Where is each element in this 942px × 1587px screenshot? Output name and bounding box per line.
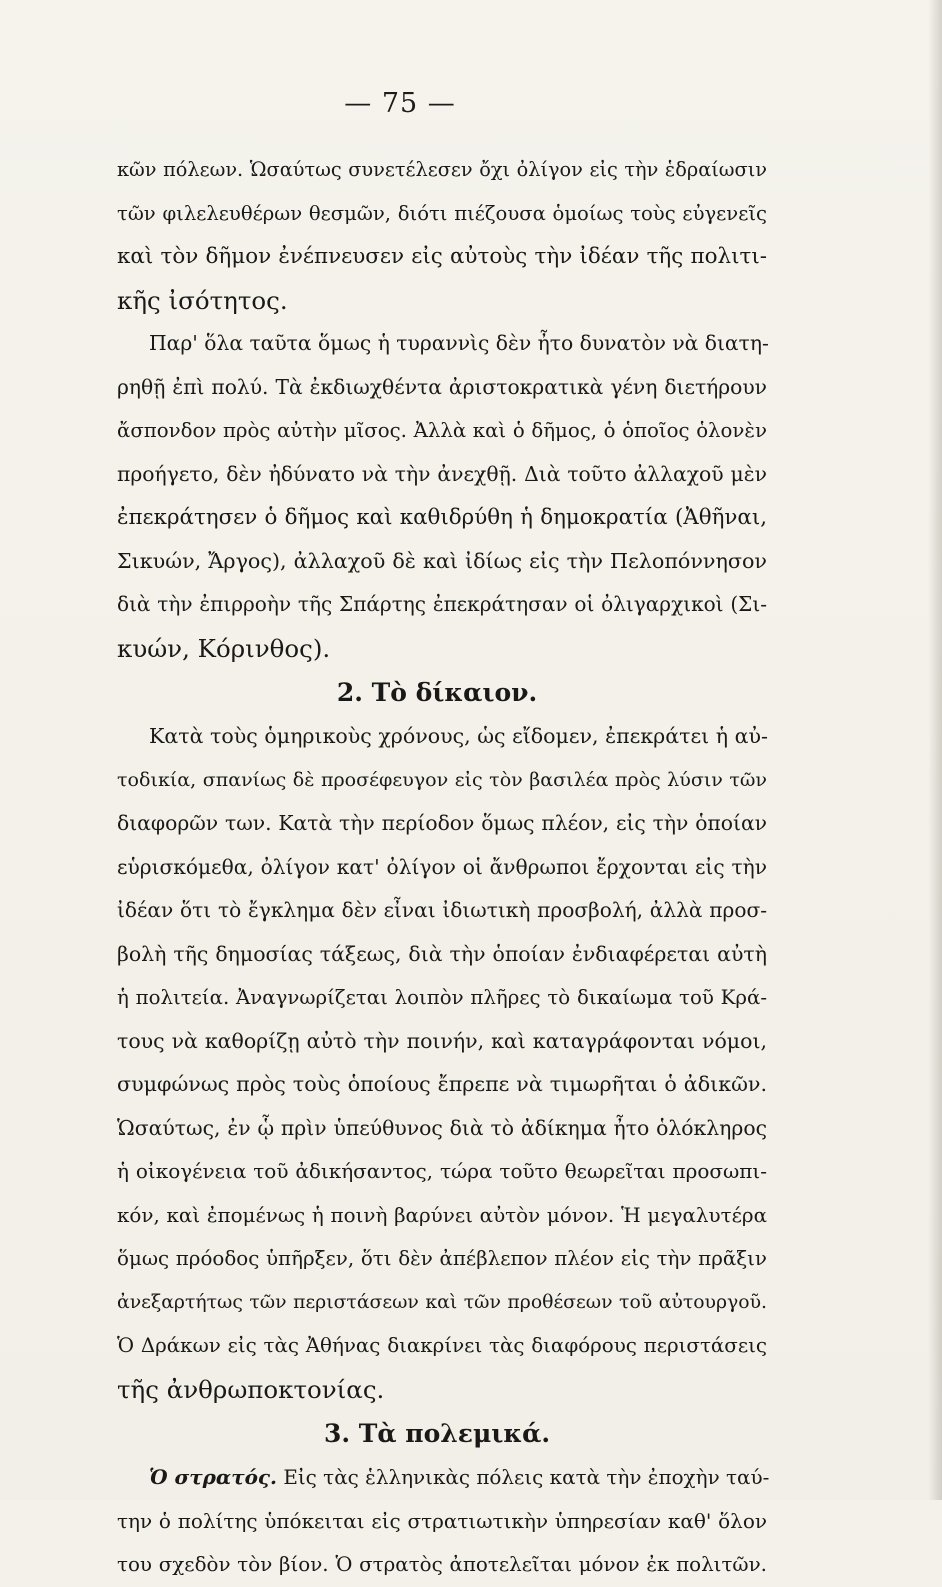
text-line: ὅμως πρόοδος ὑπῆρξεν, ὅτι δὲν ἀπέβλεπον πλέον εἰς τὴν πρᾶξιν <box>117 1247 767 1270</box>
page-edge-shadow <box>928 0 942 1500</box>
text-line: καὶ τὸν δῆμον ἐνέπνευσεν εἰς αὐτοὺς τὴν ἰδέαν τῆς πολιτι- <box>117 244 767 269</box>
text-line: ἰδέαν ὅτι τὸ ἔγκλημα δὲν εἶναι ἰδιωτικὴ προσβολή, ἀλλὰ προσ- <box>117 898 767 922</box>
text-line: κυών, Κόρινθος). <box>117 633 331 663</box>
text-line: ἡ πολιτεία. Ἀναγνωρίζεται λοιπὸν πλῆρες τὸ δικαίωμα τοῦ Κρά- <box>117 986 767 1009</box>
text-line: Σικυών, Ἄργος), ἀλλαχοῦ δὲ καὶ ἰδίως εἰς τὴν Πελοπόννησον <box>117 548 767 573</box>
section-heading-2: 2. Τὸ δίκαιον. <box>336 678 538 707</box>
section-heading-3: 3. Τὰ πολεμικά. <box>323 1419 551 1448</box>
text-line <box>117 1456 770 1500</box>
paragraph-3 <box>117 715 767 1411</box>
text-line: βολὴ τῆς δημοσίας τάξεως, διὰ τὴν ὁποίαν ἐνδιαφέρεται αὐτὴ <box>117 941 767 966</box>
page-text <box>117 148 770 1587</box>
text-line: Ὁ Δράκων εἰς τὰς Ἀθήνας διακρίνει τὰς διαφόρους περιστάσεις <box>117 1334 767 1357</box>
text-line: την ὁ πολίτης ὑπόκειται εἰς στρατιωτικὴν ὑπηρεσίαν καθ' ὅλον <box>117 1508 767 1533</box>
text-line: ἐπεκράτησεν ὁ δῆμος καὶ καθιδρύθη ἡ δημοκρατία (Ἀθῆναι, <box>117 505 767 530</box>
text-line: Ὡσαύτως, ἐν ᾧ πρὶν ὑπεύθυνος διὰ τὸ ἀδίκημα ἦτο ὁλόκληρος <box>117 1115 767 1140</box>
page-number: — 75 — <box>344 88 456 119</box>
text-line: συμφώνως πρὸς τοὺς ὁποίους ἔπρεπε νὰ τιμωρῆται ὁ ἀδικῶν. <box>117 1072 767 1096</box>
paragraph-2 <box>117 322 767 670</box>
text-line: ρηθῇ ἐπὶ πολύ. Τὰ ἐκδιωχθέντα ἀριστοκρατικὰ γένη διετήρουν <box>117 374 767 399</box>
text-line: κῶν πόλεων. Ὡσαύτως συνετέλεσεν ὄχι ὀλίγον εἰς τὴν ἑδραίωσιν <box>117 158 767 181</box>
text-line: τῶν φιλελευθέρων θεσμῶν, διότι πιέζουσα ὁμοίως τοὺς εὐγενεῖς <box>117 201 767 225</box>
text-line: τους νὰ καθορίζῃ αὐτὸ τὴν ποινήν, καὶ καταγράφονται νόμοι, <box>117 1028 767 1053</box>
text-line: του σχεδὸν τὸν βίον. Ὁ στρατὸς ἀποτελεῖται μόνον ἐκ πολιτῶν. <box>117 1553 767 1576</box>
text-line: κῆς ἰσότητος. <box>117 285 288 315</box>
line-rest: Εἰς τὰς ἑλληνικὰς πόλεις κατὰ τὴν ἐποχὴν ταύ- <box>277 1466 770 1489</box>
text-line: τῆς ἀνθρωποκτονίας. <box>117 1374 385 1404</box>
text-line: τοδικία, σπανίως δὲ προσέφευγον εἰς τὸν βασιλέα πρὸς λύσιν τῶν <box>117 768 767 791</box>
paragraph-1 <box>117 148 767 322</box>
text-line: εὑρισκόμεθα, ὀλίγον κατ' ὀλίγον οἱ ἄνθρωποι ἔρχονται εἰς τὴν <box>117 854 767 879</box>
text-line: Κατὰ τοὺς ὁμηρικοὺς χρόνους, ὡς εἴδομεν, ἐπεκράτει ἡ αὐ- <box>149 724 768 748</box>
text-line: διὰ τὴν ἐπιρροὴν τῆς Σπάρτης ἐπεκράτησαν οἱ ὀλιγαρχικοὶ (Σι- <box>117 592 767 616</box>
paragraph-4 <box>117 1456 770 1587</box>
text-line: προήγετο, δὲν ἠδύνατο νὰ τὴν ἀνεχθῇ. Διὰ τοῦτο ἀλλαχοῦ μὲν <box>117 461 767 486</box>
text-line: Παρ' ὅλα ταῦτα ὅμως ἡ τυραννὶς δὲν ἦτο δυνατὸν νὰ διατη- <box>149 331 769 355</box>
text-line: κόν, καὶ ἐπομένως ἡ ποινὴ βαρύνει αὐτὸν μόνον. Ἡ μεγαλυτέρα <box>117 1203 767 1227</box>
text-line: διαφορῶν των. Κατὰ τὴν περίοδον ὅμως πλέον, εἰς τὴν ὁποίαν <box>117 811 767 835</box>
text-line: ἀνεξαρτήτως τῶν περιστάσεων καὶ τῶν προθέσεων τοῦ αὐτουργοῦ. <box>117 1291 767 1313</box>
text-line: ἄσπονδον πρὸς αὐτὴν μῖσος. Ἀλλὰ καὶ ὁ δῆμος, ὁ ὁποῖος ὁλονὲν <box>117 419 767 442</box>
paragraph-lead: Ὁ στρατός. <box>149 1465 277 1489</box>
text-line: ἡ οἰκογένεια τοῦ ἀδικήσαντος, τώρα τοῦτο θεωρεῖται προσωπι- <box>117 1159 767 1183</box>
